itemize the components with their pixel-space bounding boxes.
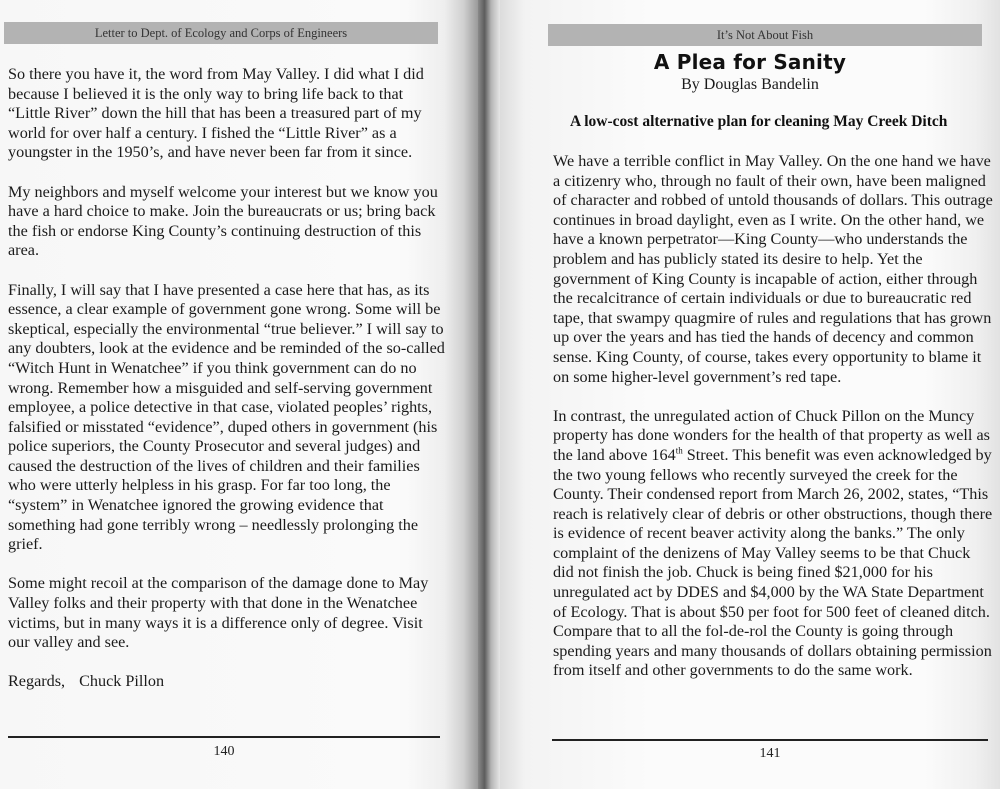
paragraph: Some might recoil at the comparison of the damage done to May Valley folks and their property with that done in the Wenatchee victims, but in many ways it is a difference only of degree. Visit our valley and see.: [8, 574, 429, 652]
page-number: 141: [759, 746, 781, 761]
signature: Chuck Pillon: [79, 672, 165, 691]
paragraph: In contrast, the unregulated action of Chuck Pillon on the Muncy property has done wonders for the health of that property as well as the land above 164th Street. This benefit was even acknowledged by the two young fellows who recently surveyed the creek for the County. Their condensed report from March 26, 2002, states, “This reach is relatively clear of debris or other obstructions, though there is evidence of recent beaver activity along the banks.” The only complaint of the denizens of May Valley seems to be that Chuck did not finish the job. Chuck is being fined $21,000 for his unregulated act by DDES and $4,000 by the WA State Department of Ecology. That is about $50 per foot for 500 feet of cleaned ditch. Compare that to all the fol-de-rol the County is going through spending years and many thousands of dollars obtaining permission from itself and other governments to do the same work.: [553, 406, 993, 680]
footer-rule: [552, 739, 988, 741]
closing: Regards,: [8, 672, 66, 691]
paragraph: So there you have it, the word from May Valley. I did what I did because I believed it is the only way to bring life back to that “Little River” down the hill that has been a treasured part of my world for over half a century. I fished the “Little River” as a youngster in the 1950’s, and have never been far from it since.: [8, 65, 424, 162]
left-running-head: Letter to Dept. of Ecology and Corps of Engineers: [4, 22, 438, 44]
paragraph: My neighbors and myself welcome your interest but we know you have a hard choice to make. Join the bureaucrats or us; bring back the fish or endorse King County’s continuing destruction of this area.: [8, 182, 438, 260]
article-subtitle: A low-cost alternative plan for cleaning May Creek Ditch: [570, 113, 948, 130]
page-number: 140: [213, 744, 235, 759]
article-title: A Plea for Sanity: [653, 50, 847, 74]
footer-rule: [8, 736, 440, 738]
book-gutter: [478, 0, 500, 789]
right-body-text: [553, 152, 993, 701]
right-running-head: It’s Not About Fish: [548, 24, 982, 46]
signature-line: [8, 672, 448, 692]
paragraph: We have a terrible conflict in May Valley. On the one hand we have a citizenry who, through no fault of their own, have been maligned of character and robbed of untold thousands of dollars. This outrage continues in broad daylight, even as I write. On the other hand, we have a known perpetrator—King County—who understands the problem and has publicly stated its desire to help. Yet the government of King County is incapable of action, either through the recalcitrance of certain individuals or due to bureaucratic red tape, that swampy quagmire of rules and regulations that has grown up over the years and has tied the hands of decency and common sense. King County, of course, takes every opportunity to blame it on some higher-level government’s red tape.: [553, 152, 993, 386]
article-byline: By Douglas Bandelin: [681, 76, 819, 93]
paragraph: Finally, I will say that I have presented a case here that has, as its essence, a clear example of government gone wrong. Some will be skeptical, especially the environmental “true believer.” I will say to any doubters, look at the evidence and be reminded of the so-called “Witch Hunt in Wenatchee” if you think government can do no wrong. Remember how a misguided and self-serving government employee, a police detective in that case, violated peoples’ rights, falsified or misstated “evidence”, duped others in government (his police superiors, the County Prosecutor and several judges) and caused the destruction of the lives of children and their families who were utterly helpless in his grasp. For far too long, the “system” in Wenatchee ignored the growing evidence that something had gone terribly wrong – needlessly prolonging the grief.: [8, 280, 445, 554]
left-body-text: [8, 65, 448, 712]
